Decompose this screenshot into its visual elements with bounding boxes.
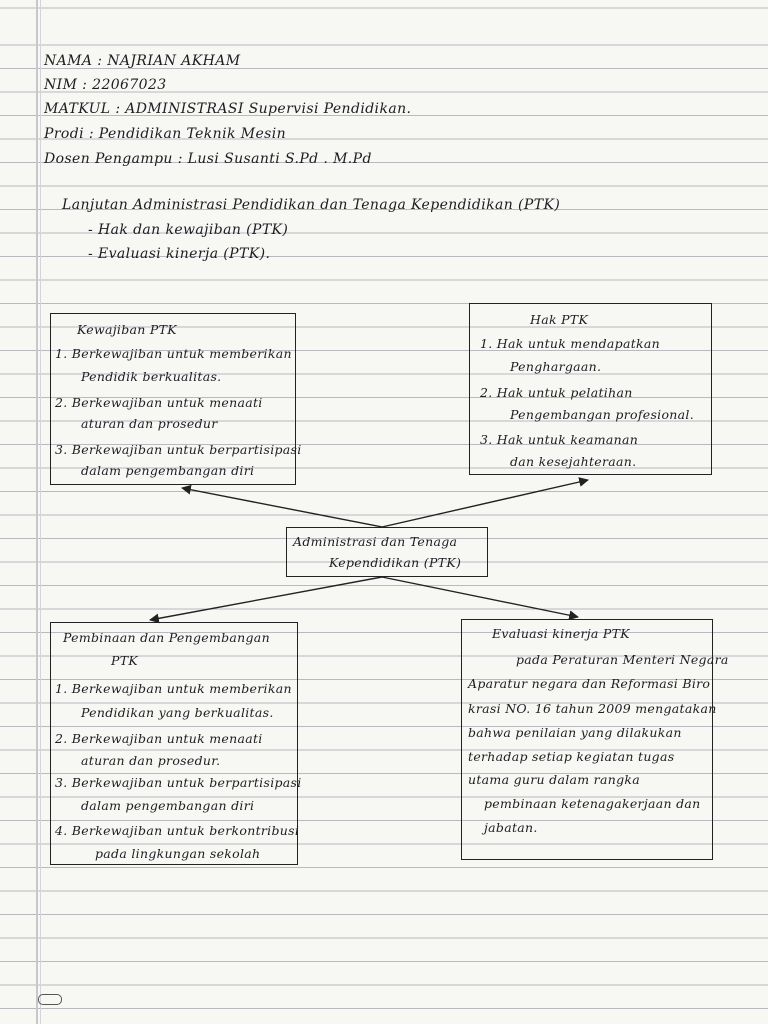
evaluasi-title: Evaluasi kinerja PTK [492,626,630,641]
hak-item: Pengembangan profesional. [510,407,694,422]
evaluasi-item: bahwa penilaian yang dilakukan [468,725,682,740]
pembinaan-item: 2. Berkewajiban untuk menaati [55,731,263,746]
intro-line-2: - Hak dan kewajiban (PTK) [88,222,289,238]
intro-line-3: - Evaluasi kinerja (PTK). [88,246,271,262]
kewajiban-item: aturan dan prosedur [81,416,218,431]
hak-item: 2. Hak untuk pelatihan [480,385,633,400]
kewajiban-item: 2. Berkewajiban untuk menaati [55,395,263,410]
hak-item: dan kesejahteraan. [510,454,637,469]
pembinaan-item: aturan dan prosedur. [81,753,221,768]
center-line-2: Kependidikan (PTK) [329,555,462,570]
prodi-line: Prodi : Pendidikan Teknik Mesin [44,126,287,142]
hak-item: 1. Hak untuk mendapatkan [480,336,661,351]
kewajiban-item: 1. Berkewajiban untuk memberikan [55,346,292,361]
kewajiban-item: Pendidik berkualitas. [81,369,222,384]
matkul-line: MATKUL : ADMINISTRASI Supervisi Pendidikan. [44,101,412,117]
kewajiban-title: Kewajiban PTK [77,322,177,337]
intro-line-1: Lanjutan Administrasi Pendidikan dan Tenaga Kependidikan (PTK) [62,197,561,213]
center-line-1: Administrasi dan Tenaga [293,534,458,549]
arrow-to-evaluasi [382,577,578,617]
hak-item: Penghargaan. [510,359,602,374]
nim-line: NIM : 22067023 [44,77,167,93]
pembinaan-title-2: PTK [111,653,138,668]
pembinaan-item: dalam pengembangan diri [81,798,255,813]
arrow-to-pembinaan [150,577,382,620]
evaluasi-item: terhadap setiap kegiatan tugas [468,749,675,764]
pembinaan-item: pada lingkungan sekolah [95,846,261,861]
page-marker [38,994,62,1005]
evaluasi-item: utama guru dalam rangka [468,772,640,787]
name-line: NAMA : NAJRIAN AKHAM [44,53,241,69]
evaluasi-item: krasi NO. 16 tahun 2009 mengatakan [468,701,717,716]
arrow-to-hak [382,480,588,527]
hak-item: 3. Hak untuk keamanan [480,432,639,447]
hak-title: Hak PTK [530,312,589,327]
pembinaan-title: Pembinaan dan Pengembangan [63,630,270,645]
kewajiban-item: 3. Berkewajiban untuk berpartisipasi [55,442,302,457]
pembinaan-item: Pendidikan yang berkualitas. [81,705,274,720]
pembinaan-item: 1. Berkewajiban untuk memberikan [55,681,292,696]
evaluasi-item: pada Peraturan Menteri Negara [516,652,729,667]
kewajiban-item: dalam pengembangan diri [81,463,255,478]
evaluasi-item: Aparatur negara dan Reformasi Biro [468,676,711,691]
evaluasi-item: pembinaan ketenagakerjaan dan [484,796,701,811]
dosen-line: Dosen Pengampu : Lusi Susanti S.Pd . M.Pd [44,151,372,167]
pembinaan-item: 3. Berkewajiban untuk berpartisipasi [55,775,302,790]
evaluasi-item: jabatan. [484,820,538,835]
pembinaan-item: 4. Berkewajiban untuk berkontribusi [55,823,300,838]
arrow-to-kewajiban [182,488,382,527]
